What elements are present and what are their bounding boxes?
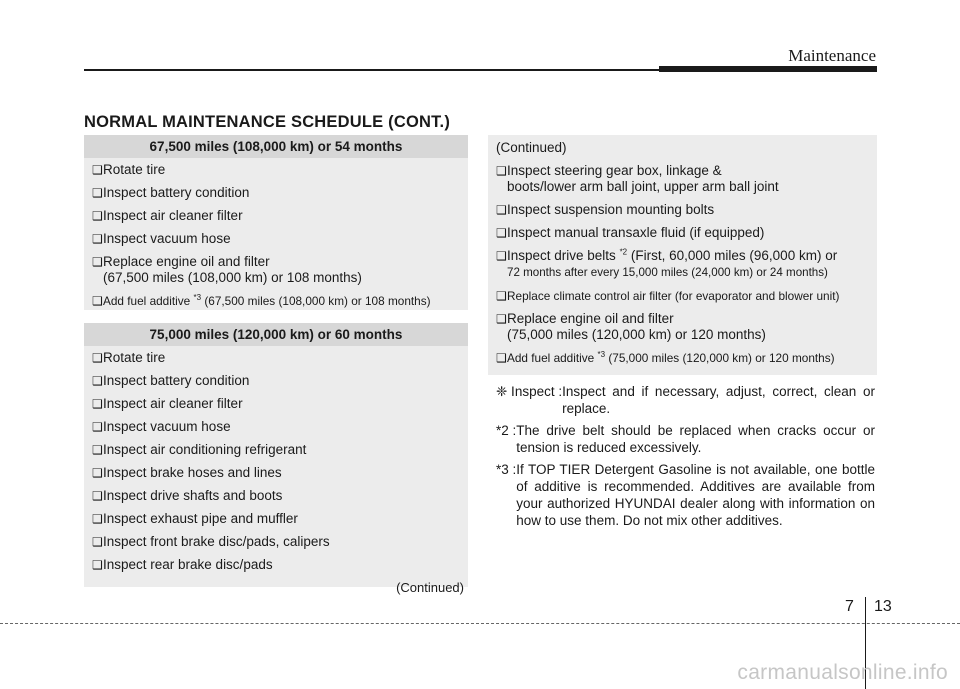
checkbox-icon: ❑ [92, 558, 103, 572]
checklist-item [496, 225, 869, 241]
item-text: Inspect rear brake disc/pads [103, 557, 273, 572]
item-text: Inspect steering gear box, linkage & [507, 163, 722, 178]
footnote-marker: *3 [597, 350, 606, 360]
checkbox-icon: ❑ [92, 351, 103, 365]
item-text: (First, 60,000 miles (96,000 km) or [627, 248, 838, 263]
footer-rule [0, 623, 960, 624]
header-rule [84, 69, 659, 71]
item-text: Rotate tire [103, 162, 166, 177]
item-text: Inspect battery condition [103, 373, 250, 388]
checklist-item [92, 208, 460, 224]
footnote-marker: *3 [193, 293, 202, 303]
item-text: Inspect vacuum hose [103, 419, 231, 434]
item-text: Inspect drive shafts and boots [103, 488, 283, 503]
item-text: Inspect air conditioning refrigerant [103, 442, 307, 457]
watermark: carmanualsonline.info [737, 661, 948, 684]
item-text: Replace engine oil and filter [507, 311, 674, 326]
checkbox-icon: ❑ [92, 489, 103, 503]
checklist-item [92, 231, 460, 247]
item-text: Inspect drive belts [507, 248, 620, 263]
header-title: Maintenance [788, 46, 876, 65]
checkbox-icon: ❑ [496, 164, 507, 178]
schedule-panel-67500 [84, 135, 468, 310]
checkbox-icon: ❑ [92, 294, 103, 308]
chapter-number: 7 [845, 598, 854, 615]
checkbox-icon: ❑ [496, 351, 507, 365]
item-text: (67,500 miles (108,000 km) or 108 months) [201, 294, 431, 308]
item-text: Inspect suspension mounting bolts [507, 202, 715, 217]
checkbox-icon: ❑ [92, 512, 103, 526]
checkbox-icon: ❑ [92, 443, 103, 457]
note-marker: *3 : [496, 462, 517, 477]
item-subtext: (75,000 miles (120,000 km) or 120 months) [507, 327, 766, 342]
item-text: Replace climate control air filter (for evaporator and blower unit) [507, 289, 840, 303]
item-text: Add fuel additive [507, 351, 598, 365]
panel-heading: 67,500 miles (108,000 km) or 54 months [84, 135, 468, 158]
item-text: Inspect manual transaxle fluid (if equipped) [507, 225, 765, 240]
panel-heading: 75,000 miles (120,000 km) or 60 months [84, 323, 468, 346]
item-text: Rotate tire [103, 350, 166, 365]
checklist-item [92, 419, 460, 435]
checklist-item [496, 163, 869, 195]
item-text: Inspect air cleaner filter [103, 396, 243, 411]
footnote-inspect [496, 383, 875, 417]
note-text: The drive belt should be replaced when cracks occur or tension is reduced excessively. [516, 423, 875, 455]
item-text: Add fuel additive [103, 294, 194, 308]
note-text: If TOP TIER Detergent Gasoline is not available, one bottle of additive is recommended. Additives are available from your authorized HYUNDAI dealer along with information on how to use them. Do not mix other additives. [516, 462, 875, 528]
checklist-item [92, 442, 460, 458]
checkbox-icon: ❑ [92, 397, 103, 411]
footnote-3 [496, 461, 875, 529]
checkbox-icon: ❑ [496, 226, 507, 240]
checklist-item [92, 373, 460, 389]
checkbox-icon: ❑ [92, 466, 103, 480]
checklist-item [92, 465, 460, 481]
item-text: Inspect vacuum hose [103, 231, 231, 246]
checklist-item [92, 350, 460, 366]
item-subtext: (67,500 miles (108,000 km) or 108 months) [103, 270, 362, 285]
footnote-marker: *2 [619, 247, 628, 257]
checklist-item [92, 511, 460, 527]
checklist-item [496, 311, 869, 343]
checklist-item [496, 288, 869, 304]
footnotes [496, 383, 875, 534]
item-text: Inspect air cleaner filter [103, 208, 243, 223]
page-number: 13 [874, 598, 892, 615]
checkbox-icon: ❑ [92, 163, 103, 177]
checklist-item [92, 396, 460, 412]
note-marker: ❈ Inspect : [496, 384, 563, 399]
item-text: Inspect exhaust pipe and muffler [103, 511, 298, 526]
item-subtext: 72 months after every 15,000 miles (24,000 km) or 24 months) [507, 266, 828, 279]
checklist-item [496, 350, 869, 366]
checklist-item [496, 248, 869, 281]
checklist-item [92, 293, 460, 309]
checkbox-icon: ❑ [496, 249, 507, 263]
checklist-item [92, 162, 460, 178]
continued-label: (Continued) [496, 140, 567, 155]
checkbox-icon: ❑ [92, 209, 103, 223]
checkbox-icon: ❑ [496, 312, 507, 326]
checkbox-icon: ❑ [92, 255, 103, 269]
checkbox-icon: ❑ [92, 232, 103, 246]
section-title: NORMAL MAINTENANCE SCHEDULE (CONT.) [84, 113, 451, 131]
schedule-panel-75000 [84, 323, 468, 595]
header-bar [659, 66, 877, 72]
checkbox-icon: ❑ [496, 203, 507, 217]
checkbox-icon: ❑ [92, 186, 103, 200]
item-subtext: boots/lower arm ball joint, upper arm ball joint [507, 179, 779, 194]
checklist-item [92, 534, 460, 550]
item-text: Inspect front brake disc/pads, calipers [103, 534, 330, 549]
checklist-item [92, 557, 460, 573]
checklist-item [92, 254, 460, 286]
checkbox-icon: ❑ [92, 535, 103, 549]
item-text: Inspect brake hoses and lines [103, 465, 282, 480]
checklist-item [496, 202, 869, 218]
checkbox-icon: ❑ [92, 374, 103, 388]
continued-label: (Continued) [396, 580, 464, 595]
checklist-item [92, 185, 460, 201]
footnote-2 [496, 422, 875, 456]
item-text: (75,000 miles (120,000 km) or 120 months) [605, 351, 835, 365]
schedule-panel-continued [488, 135, 877, 375]
checklist-item [92, 488, 460, 504]
checkbox-icon: ❑ [92, 420, 103, 434]
checkbox-icon: ❑ [496, 289, 507, 303]
note-text: Inspect and if necessary, adjust, correct, clean or replace. [562, 384, 875, 416]
note-marker: *2 : [496, 423, 517, 438]
item-text: Replace engine oil and filter [103, 254, 270, 269]
item-text: Inspect battery condition [103, 185, 250, 200]
